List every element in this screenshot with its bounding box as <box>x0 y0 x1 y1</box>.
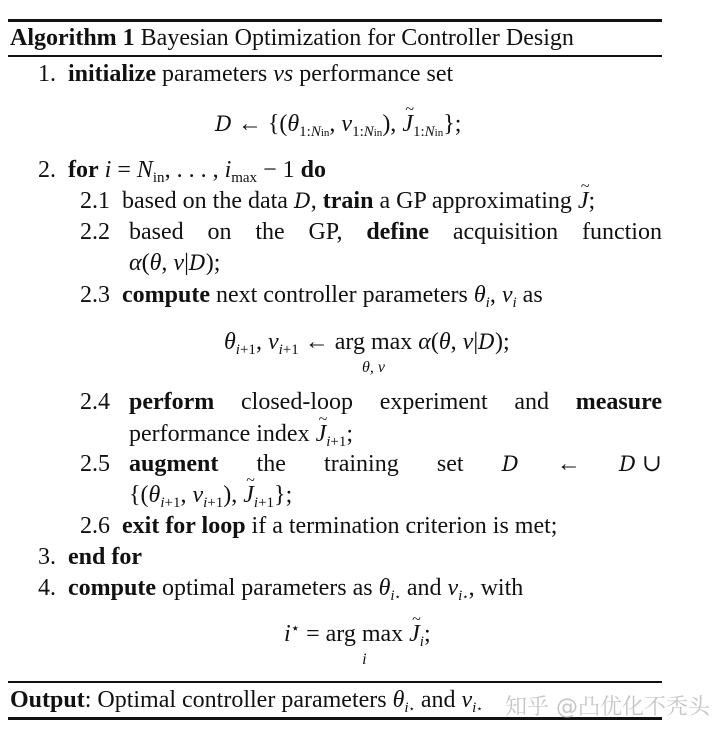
step-1: 1. initialize parameters vs performance set <box>38 61 454 87</box>
formula-argmax-opt: i⋆ = arg max i ~ $J_i$; <box>284 620 431 648</box>
step-2-2: 2.2 <box>80 219 110 245</box>
step-2-4-cont: performance index ~ $J_{i+1}$; <box>129 420 353 448</box>
formula-argmax-acq: $\theta_{i+1}$, $\nu_{i+1}$ ← arg max θ, ν α(θ, ν|D); <box>224 329 510 376</box>
step-2-5-cont: {($\theta_{i+1}$, $\nu_{i+1}$), ~ $J_{i+1}$}; <box>129 481 292 509</box>
step-2-1: 2.1 based on the data D, train a GP approximating ~ J; <box>80 187 595 215</box>
step-2-4: 2.4 <box>80 389 110 415</box>
top-rule <box>8 19 662 22</box>
step-2-5: 2.5 <box>80 451 110 477</box>
step-2-2-cont: α(θ, ν|D); <box>129 250 221 276</box>
output-line: Output: Optimal controller parameters $\theta_{i⋆}$ and $\nu_{i⋆}$ <box>10 687 483 716</box>
formula-init: D ← {($\theta_{1:Nin}$, $\nu_{1:Nin}$), ~ $J_{1:Nin}$}; <box>215 110 461 138</box>
step-2-5-text: augment the training set D ← D ∪ <box>129 451 662 477</box>
step-2-3: 2.3 compute next controller parameters $\theta_i$, $\nu_i$ as <box>80 282 543 311</box>
caption-rule <box>8 55 662 57</box>
step-2-4-text: perform closed-loop experiment and measure <box>129 389 662 415</box>
algorithm-title: Bayesian Optimization for Controller Design <box>140 25 574 51</box>
step-2-6: 2.6 exit for loop if a termination criterion is met; <box>80 513 558 539</box>
step-3: 3. end for <box>38 544 142 570</box>
step-2: 2. for $i = N_{in}$, . . . , $i_{max} - 1$ do <box>38 157 326 186</box>
watermark: 知乎 @凸优化不秃头 <box>505 695 710 720</box>
output-top-rule <box>8 681 662 683</box>
algorithm-caption <box>10 24 574 52</box>
step-4: 4. compute optimal parameters as $\theta_{i⋆}$ and $\nu_{i⋆}$, with <box>38 575 524 604</box>
algorithm-label: Algorithm 1 <box>10 25 135 51</box>
step-2-2-text: based on the GP, define acquisition function <box>129 219 662 245</box>
